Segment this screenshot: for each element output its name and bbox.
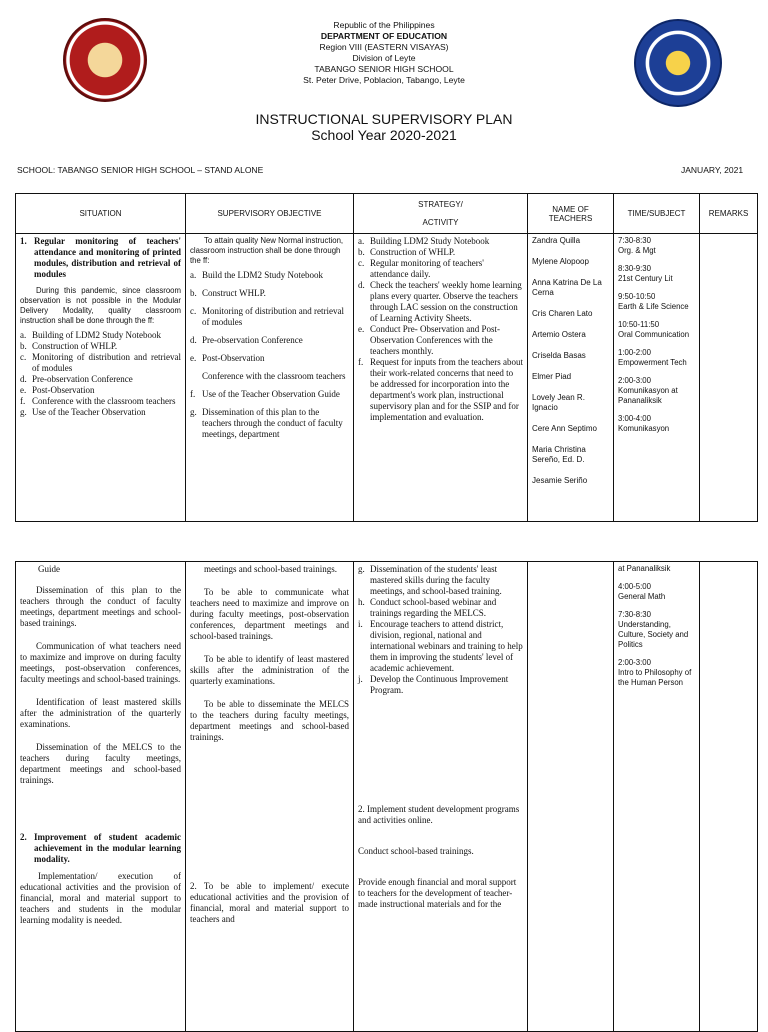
col-situation: SITUATION (16, 194, 186, 234)
objective-list-item: g. Dissemination of this plan to the teachers through the conduct of faculty meetings, department (190, 407, 343, 439)
situation-paragraph: Communication of what teachers need to maximize and improve on during faculty meetings, post-observation conferences, faculty meetings and school-based trainings. (20, 641, 181, 684)
situation-cell (16, 562, 186, 1032)
date-label: JANUARY, 2021 (681, 165, 744, 175)
header-division: Division of Leyte (352, 53, 416, 63)
schedule-entry: at Pananaliksik (618, 564, 671, 573)
header-address: St. Peter Drive, Poblacion, Tabango, Leyte (303, 75, 465, 85)
strategy-2b: Conduct school-based trainings. (358, 846, 474, 856)
plan-table-1 (15, 193, 758, 522)
teacher-name: Criselda Basas (532, 351, 586, 360)
objective-cell (186, 234, 354, 522)
objective-cell (186, 562, 354, 1032)
strategy-list-item: i. Encourage teachers to attend district, division, regional, national and international webinars and training to help them in improving the students' level of academic achievement. (358, 619, 523, 673)
strategy-list (358, 564, 523, 696)
situation-list-item: b. Construction of WHLP. (20, 341, 118, 351)
strategy-2a: 2. Implement student development programs and activities online. (358, 804, 520, 825)
schedule-entry: 10:50-11:50 Oral Communication (618, 320, 690, 339)
situation-list-item: e. Post-Observation (20, 385, 95, 395)
document-header (0, 0, 768, 150)
objective-paragraph: To be able to disseminate the MELCS to the teachers during faculty meetings, department meetings and school-based trainings. (190, 699, 349, 742)
teacher-name: Jesamie Seriño (532, 476, 588, 485)
situation-title: 1. Regular monitoring of teachers' attendance and monitoring of printed modules, distribution and retrieval of modules (20, 236, 181, 279)
situation-2-paragraph: Implementation/ execution of educational activities and the provision of financial, moral and material support to teachers and students in the modular learning modality is needed. (20, 871, 181, 925)
teacher-name: Mylene Alopoop (532, 257, 589, 266)
strategy-2c: Provide enough financial and moral support to teachers for the development of teacher-made instructional materials and for the (358, 877, 517, 909)
remarks-cell (700, 234, 758, 522)
page-title: INSTRUCTIONAL SUPERVISORY PLAN (255, 111, 513, 127)
school-year: School Year 2020-2021 (311, 127, 457, 143)
strategy-list-item: c. Regular monitoring of teachers' attendance daily. (358, 258, 484, 279)
strategy-list-item: g. Dissemination of the students' least mastered skills during the faculty meetings, and school-based training. (358, 564, 502, 596)
schedule-entry: 1:00-2:00 Empowerment Tech (618, 348, 687, 367)
school-seal-icon (63, 18, 147, 102)
situation-list-item: f. Conference with the classroom teachers (20, 396, 176, 406)
schedule-entry: 7:30-8:30 Org. & Mgt (618, 236, 656, 255)
schedule-entry: 8:30-9:30 21st Century Lit (618, 264, 673, 283)
strategy-cell (354, 234, 528, 522)
objective-list-item: f. Use of the Teacher Observation Guide (190, 389, 340, 399)
situation-cell (16, 234, 186, 522)
situation-paragraph: Dissemination of this plan to the teachers through the conduct of faculty meetings, department meetings and school-based trainings. (20, 585, 181, 628)
situation-list-item: c. Monitoring of distribution and retrieval of modules (20, 352, 181, 373)
objective-paragraph: meetings and school-based trainings. (204, 564, 337, 574)
objective-paragraph: To be able to identify of least mastered skills after the administration of the quarterly examinations. (190, 654, 349, 686)
school-label: SCHOOL: TABANGO SENIOR HIGH SCHOOL – STAND ALONE (17, 165, 264, 175)
teacher-name: Zandra Quilla (532, 236, 581, 245)
col-teachers: NAME OF TEACHERS (528, 194, 614, 234)
situation-list-item: g. Use of the Teacher Observation (20, 407, 146, 417)
schedule-entry: 7:30-8:30 Understanding, Culture, Society and Politics (618, 610, 689, 649)
objective-list-item: d. Pre-observation Conference (190, 335, 303, 345)
teacher-name: Artemio Ostera (532, 330, 586, 339)
situation-list-item: a. Building of LDM2 Study Notebook (20, 330, 162, 340)
situation-paragraph: Guide (38, 564, 60, 574)
strategy-list (358, 236, 523, 423)
col-objective: SUPERVISORY OBJECTIVE (186, 194, 354, 234)
strategy-list-item: f. Request for inputs from the teachers about their work-related concerns that need to be addressed for incorporation into the department's work plan, instructional supervisory plan and for the SSIP and for implementation and evaluation. (358, 357, 523, 422)
header-school: TABANGO SENIOR HIGH SCHOOL (314, 64, 454, 74)
strategy-list-item: d. Check the teachers' weekly home learning plans every quarter. Observe the teachers through LAC session on the construction of Learning Activity Sheets. (358, 280, 522, 323)
teacher-name: Maria Christina Sereño, Ed. D. (532, 445, 586, 464)
schedule-entry: 9:50-10:50 Earth & Life Science (618, 292, 689, 311)
situation-paragraph: Identification of least mastered skills after the administration of the quarterly examinations. (20, 697, 181, 729)
table-header-row (16, 194, 758, 234)
teachers-cell (528, 562, 614, 1032)
teachers-cell (528, 234, 614, 522)
header-region: Region VIII (EASTERN VISAYAS) (319, 42, 449, 52)
header-department: DEPARTMENT OF EDUCATION (320, 31, 448, 41)
situation-paragraph: Dissemination of the MELCS to the teachers during faculty meetings, department meetings and school-based trainings. (20, 742, 181, 785)
strategy-list-item: a. Building LDM2 Study Notebook (358, 236, 490, 246)
schedule-entry: 4:00-5:00 General Math (618, 582, 666, 601)
strategy-list-item: j. Develop the Continuous Improvement Program. (358, 674, 509, 695)
schedule-entry: 3:00-4:00 Komunikasyon (618, 414, 670, 433)
objective-list (190, 270, 349, 440)
teacher-name: Cris Charen Lato (532, 309, 593, 318)
col-strategy: STRATEGY/ ACTIVITY (354, 194, 528, 234)
schedule-cell (614, 562, 700, 1032)
teacher-name: Cere Ann Septimo (532, 424, 597, 433)
objective-list-item: Conference with the classroom teachers (202, 371, 346, 381)
objective-2: 2. To be able to implement/ execute educational activities and the provision of financial, moral and material support to teachers and (190, 881, 349, 924)
situation-2-title: 2. Improvement of student academic achievement in the modular learning modality. (20, 832, 181, 864)
objective-list-item: e. Post-Observation (190, 353, 265, 363)
deped-seal-icon (634, 19, 722, 107)
teacher-name: Lovely Jean R. Ignacio (532, 393, 585, 412)
strategy-list-item: b. Construction of WHLP. (358, 247, 456, 257)
objective-list-item: a. Build the LDM2 Study Notebook (190, 270, 323, 280)
situation-list-item: d. Pre-observation Conference (20, 374, 133, 384)
objective-paragraph: To be able to communicate what teachers need to maximize and improve on during faculty meetings, post-observation conferences, department meetings and school-based trainings. (190, 587, 349, 641)
col-remarks: REMARKS (700, 194, 758, 234)
schedule-entry: 2:00-3:00 Komunikasyon at Pananaliksik (618, 376, 678, 405)
situation-paragraph: During this pandemic, since classroom observation is not possible in the Modular Delivery Modality, quality classroom instruction shall be done through the ff: (20, 286, 181, 325)
strategy-cell (354, 562, 528, 1032)
table-row (16, 234, 758, 522)
situation-list (20, 330, 181, 418)
objective-intro: To attain quality New Normal instruction, classroom instruction shall be done through the ff: (190, 236, 344, 265)
col-time-subject: TIME/SUBJECT (614, 194, 700, 234)
remarks-cell (700, 562, 758, 1032)
teacher-name: Anna Katrina De La Cerna (532, 278, 602, 297)
objective-list-item: b. Construct WHLP. (190, 288, 266, 298)
objective-list-item: c. Monitoring of distribution and retrieval of modules (190, 306, 344, 327)
schedule-entry: 2:00-3:00 Intro to Philosophy of the Human Person (618, 658, 692, 687)
table-row (16, 562, 758, 1032)
header-republic: Republic of the Philippines (333, 20, 435, 30)
teacher-name: Elmer Piad (532, 372, 572, 381)
strategy-list-item: e. Conduct Pre- Observation and Post-Observation Conferences with the teachers monthly. (358, 324, 500, 356)
schedule-cell (614, 234, 700, 522)
strategy-list-item: h. Conduct school-based webinar and trainings regarding the MELCS. (358, 597, 497, 618)
plan-table-2 (15, 561, 758, 1032)
